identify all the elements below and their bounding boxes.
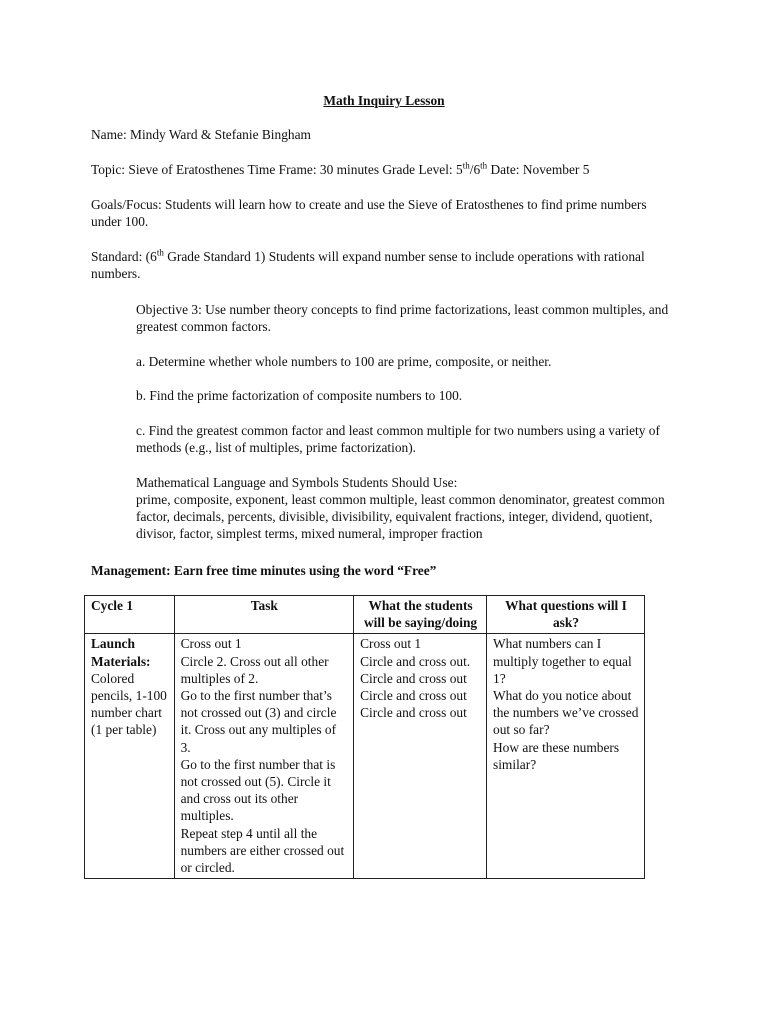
students-line: Circle and cross out [360, 705, 467, 721]
topic-mid: /6 [469, 162, 481, 177]
students-line: Circle and cross out. [360, 653, 471, 669]
materials-text: Colored pencils, 1-100 number chart (1 per table) [91, 670, 167, 738]
topic-suffix: Date: November 5 [487, 162, 590, 177]
topic-sup-2: th [480, 160, 488, 171]
page-title: Math Inquiry Lesson [323, 93, 445, 108]
topic-prefix: Topic: Sieve of Eratosthenes Time Frame: 30 minutes Grade Level: 5 [91, 162, 463, 177]
header-task: Task [174, 596, 353, 634]
standard-suffix: Grade Standard 1) Students will expand number sense to include operations with rational numbers. [91, 249, 645, 281]
task-cell [174, 634, 353, 879]
header-cycle: Cycle 1 [85, 596, 175, 634]
name-line: Name: Mindy Ward & Stefanie Bingham [91, 127, 311, 142]
goals-paragraph: Goals/Focus: Students will learn how to create and use the Sieve of Eratosthenes to find prime numbers under 100. [91, 197, 647, 229]
cycle-table [84, 595, 645, 879]
language-heading: Mathematical Language and Symbols Students Should Use: [136, 475, 458, 490]
students-line: Cross out 1 [360, 636, 422, 652]
language-section [136, 474, 682, 542]
objective-item-a: a. Determine whether whole numbers to 100 are prime, composite, or neither. [136, 354, 552, 369]
question-line: What do you notice about the numbers we’ve crossed out so far? [493, 688, 639, 738]
question-line: What numbers can I multiply together to equal 1? [493, 636, 632, 686]
management-line: Management: Earn free time minutes using the word “Free” [91, 563, 437, 578]
header-students: What the students will be saying/doing [354, 596, 487, 634]
questions-cell [487, 634, 645, 879]
launch-cell [85, 634, 175, 879]
students-line: Circle and cross out [360, 688, 467, 704]
materials-label: Materials: [91, 653, 151, 669]
task-line: Repeat step 4 until all the numbers are either crossed out or circled. [180, 825, 345, 876]
task-line: Circle 2. Cross out all other multiples of 2. [180, 653, 329, 686]
objective-item-b: b. Find the prime factorization of composite numbers to 100. [136, 388, 463, 403]
task-line: Cross out 1 [180, 636, 242, 652]
objective-paragraph: Objective 3: Use number theory concepts to find prime factorizations, least common multiples, and greatest common factors. [136, 302, 669, 334]
launch-label: Launch [91, 636, 135, 652]
standard-prefix: Standard: (6 [91, 249, 157, 264]
task-line: Go to the first number that’s not crossed out (3) and circle it. Cross out any multiples of 3. [180, 688, 337, 755]
header-questions: What questions will I ask? [487, 596, 645, 634]
students-cell [354, 634, 487, 879]
table-header-row [85, 596, 645, 634]
table-row [85, 634, 645, 879]
standard-sup: th [156, 247, 164, 258]
standard-paragraph [91, 248, 677, 282]
students-line: Circle and cross out [360, 670, 467, 686]
language-terms: prime, composite, exponent, least common multiple, least common denominator, greatest common factor, decimals, percents, divisible, divisibility, equivalent fractions, integer, dividend, quotient, divisor, factor, simplest terms, mixed numeral, improper fraction [136, 492, 665, 541]
objective-item-c: c. Find the greatest common factor and least common multiple for two numbers using a variety of methods (e.g., list of multiples, prime factorization). [136, 423, 660, 455]
question-line: How are these numbers similar? [493, 739, 620, 772]
topic-sup-1: th [462, 160, 470, 171]
task-line: Go to the first number that is not crossed out (5). Circle it and cross out its other multiples. [180, 756, 336, 824]
topic-line [91, 161, 677, 178]
